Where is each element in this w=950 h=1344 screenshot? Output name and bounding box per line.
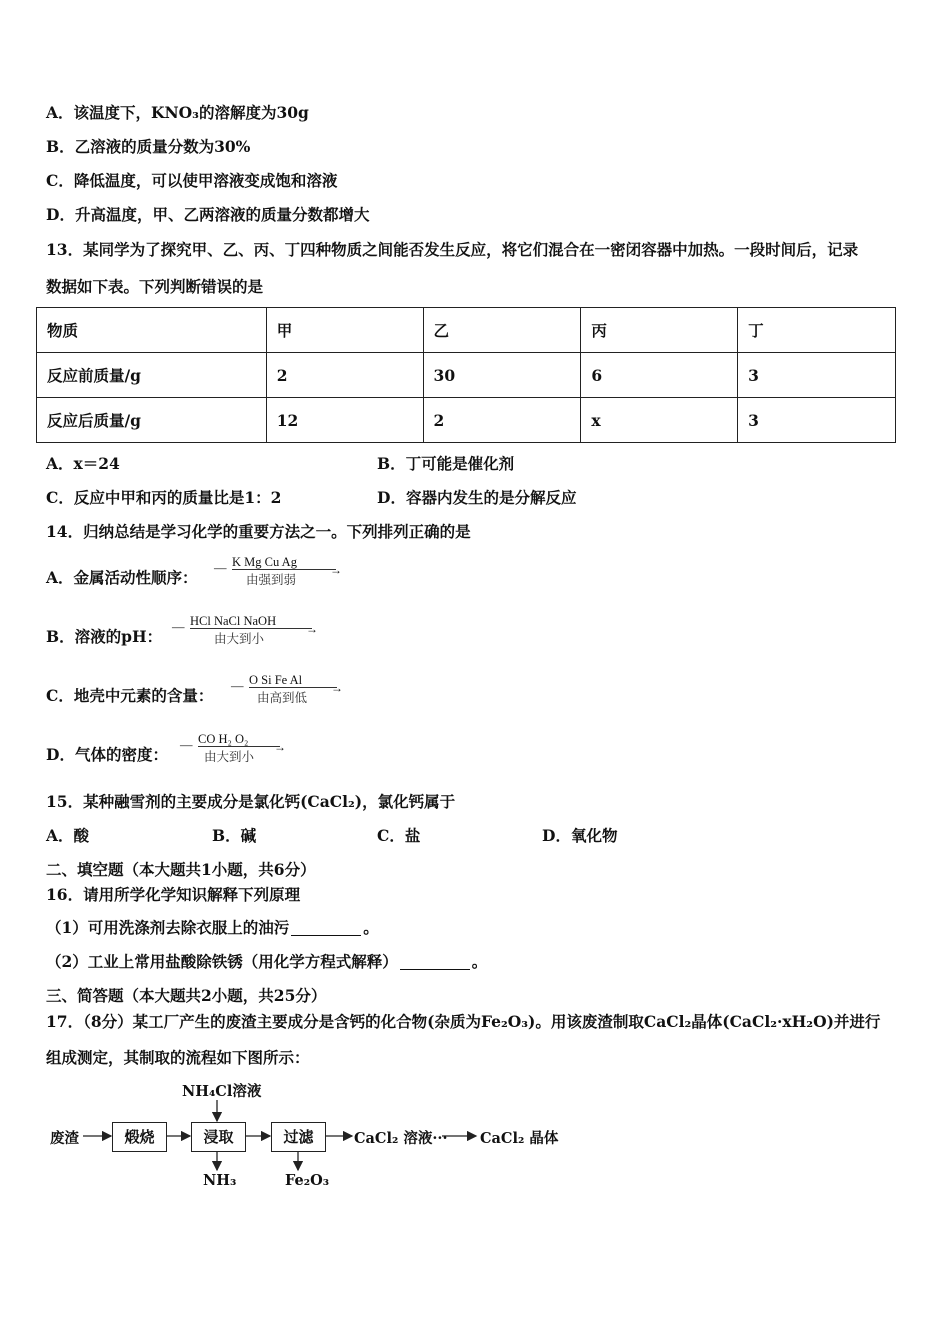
q13-data-table bbox=[36, 307, 896, 443]
answer-blank[interactable] bbox=[400, 955, 470, 970]
table-cell: x bbox=[581, 398, 738, 443]
q14-option-b-label: B．溶液的pH： bbox=[46, 627, 163, 646]
arrow-right-icon: → bbox=[274, 740, 286, 754]
sequence-items: O Si Fe Al bbox=[249, 673, 303, 687]
flow-step-filter: 过滤 bbox=[271, 1122, 326, 1152]
q14-option-a-sequence: — K Mg Cu Ag → 由强到弱 bbox=[214, 555, 342, 587]
flow-byproduct-ammonia: NH₃ bbox=[203, 1172, 237, 1189]
table-cell: 2 bbox=[423, 398, 581, 443]
table-row bbox=[37, 398, 896, 443]
q17-process-flowchart bbox=[45, 1080, 565, 1192]
q15-option-a: A．酸 bbox=[46, 826, 90, 845]
q12-option-d: D．升高温度，甲、乙两溶液的质量分数都增大 bbox=[46, 205, 370, 224]
q13-option-d: D．容器内发生的是分解反应 bbox=[377, 488, 577, 507]
period: 。 bbox=[363, 918, 379, 937]
q14-option-d-sequence: — CO H₂ O₂ → 由大到小 bbox=[180, 732, 286, 764]
sequence-order: 由强到弱 bbox=[246, 573, 297, 587]
arrow-right-icon: → bbox=[331, 681, 343, 695]
table-cell: 3 bbox=[738, 398, 896, 443]
q16-part1-text: （1）可用洗涤剂去除衣服上的油污 bbox=[46, 918, 290, 937]
q14-option-b-sequence: — HCl NaCl NaOH → 由大到小 bbox=[172, 614, 318, 646]
flow-byproduct-iron-oxide: Fe₂O₃ bbox=[285, 1172, 330, 1189]
answer-blank[interactable] bbox=[291, 921, 361, 936]
q15-option-b: B．碱 bbox=[212, 826, 257, 845]
table-cell: 物质 bbox=[37, 308, 267, 353]
table-cell: 12 bbox=[266, 398, 423, 443]
q14-option-a-label: A．金属活动性顺序： bbox=[46, 568, 198, 587]
table-row bbox=[37, 353, 896, 398]
table-cell: 3 bbox=[738, 353, 896, 398]
q17-line2: 组成测定，其制取的流程如下图所示： bbox=[46, 1048, 310, 1067]
flow-input: 废渣 bbox=[50, 1130, 79, 1147]
q15-option-c: C．盐 bbox=[377, 826, 421, 845]
q14-stem: 14．归纳总结是学习化学的重要方法之一。下列排列正确的是 bbox=[46, 522, 471, 541]
q13-option-b: B．丁可能是催化剂 bbox=[377, 454, 515, 473]
table-cell: 30 bbox=[423, 353, 581, 398]
q15-option-d: D．氧化物 bbox=[542, 826, 618, 845]
table-cell: 甲 bbox=[266, 308, 423, 353]
arrow-right-icon: → bbox=[330, 563, 342, 577]
table-cell: 丙 bbox=[581, 308, 738, 353]
section-heading-fill-in: 二、填空题（本大题共1小题，共6分） bbox=[46, 860, 316, 879]
flow-step-leach: 浸取 bbox=[191, 1122, 246, 1152]
arrow-right-icon: → bbox=[306, 622, 318, 636]
period: 。 bbox=[471, 952, 488, 971]
q15-stem: 15．某种融雪剂的主要成分是氯化钙(CaCl₂)，氯化钙属于 bbox=[46, 792, 456, 811]
sequence-order: 由高到低 bbox=[257, 691, 308, 705]
q14-option-c-label: C．地壳中元素的含量： bbox=[46, 686, 214, 705]
flow-reagent: NH₄Cl溶液 bbox=[182, 1083, 262, 1100]
q14-option-d-label: D．气体的密度： bbox=[46, 745, 168, 764]
sequence-items: CO H₂ O₂ bbox=[198, 732, 249, 746]
q16-stem: 16．请用所学化学知识解释下列原理 bbox=[46, 885, 301, 904]
flow-solution: CaCl₂ 溶液··· bbox=[354, 1130, 448, 1147]
q13-stem-line2: 数据如下表。下列判断错误的是 bbox=[46, 277, 264, 296]
sequence-items: K Mg Cu Ag bbox=[232, 555, 297, 569]
table-cell: 6 bbox=[581, 353, 738, 398]
table-cell: 反应后质量/g bbox=[37, 398, 267, 443]
table-cell: 反应前质量/g bbox=[37, 353, 267, 398]
table-cell: 乙 bbox=[423, 308, 581, 353]
q14-option-c-sequence: — O Si Fe Al → 由高到低 bbox=[231, 673, 343, 705]
section-heading-short-answer: 三、简答题（本大题共2小题，共25分） bbox=[46, 986, 327, 1005]
table-cell: 丁 bbox=[738, 308, 896, 353]
q13-stem-line1: 13．某同学为了探究甲、乙、丙、丁四种物质之间能否发生反应，将它们混合在一密闭容器中加热。一段时间后，记录 bbox=[46, 240, 859, 259]
q16-part2-text: （2）工业上常用盐酸除铁锈（用化学方程式解释） bbox=[46, 952, 398, 971]
table-cell: 2 bbox=[266, 353, 423, 398]
q13-option-a: A．x＝24 bbox=[46, 454, 120, 473]
flow-product: CaCl₂ 晶体 bbox=[480, 1130, 559, 1147]
sequence-order: 由大到小 bbox=[214, 632, 265, 646]
flow-step-calcine: 煅烧 bbox=[112, 1122, 167, 1152]
q12-option-a: A．该温度下，KNO₃的溶解度为30g bbox=[46, 103, 309, 122]
sequence-items: HCl NaCl NaOH bbox=[190, 614, 277, 628]
q12-option-b: B．乙溶液的质量分数为30% bbox=[46, 137, 251, 156]
q16-part1 bbox=[46, 918, 379, 938]
q17-line1: 17．（8分）某工厂产生的废渣主要成分是含钙的化合物(杂质为Fe₂O₃)。用该废渣制取CaCl₂晶体(CaCl₂·xH₂O)并进行 bbox=[46, 1012, 881, 1031]
q13-option-c: C．反应中甲和丙的质量比是1：2 bbox=[46, 488, 282, 507]
q16-part2 bbox=[46, 952, 487, 972]
sequence-order: 由大到小 bbox=[204, 750, 255, 764]
table-row bbox=[37, 308, 896, 353]
q12-option-c: C．降低温度，可以使甲溶液变成饱和溶液 bbox=[46, 171, 338, 190]
